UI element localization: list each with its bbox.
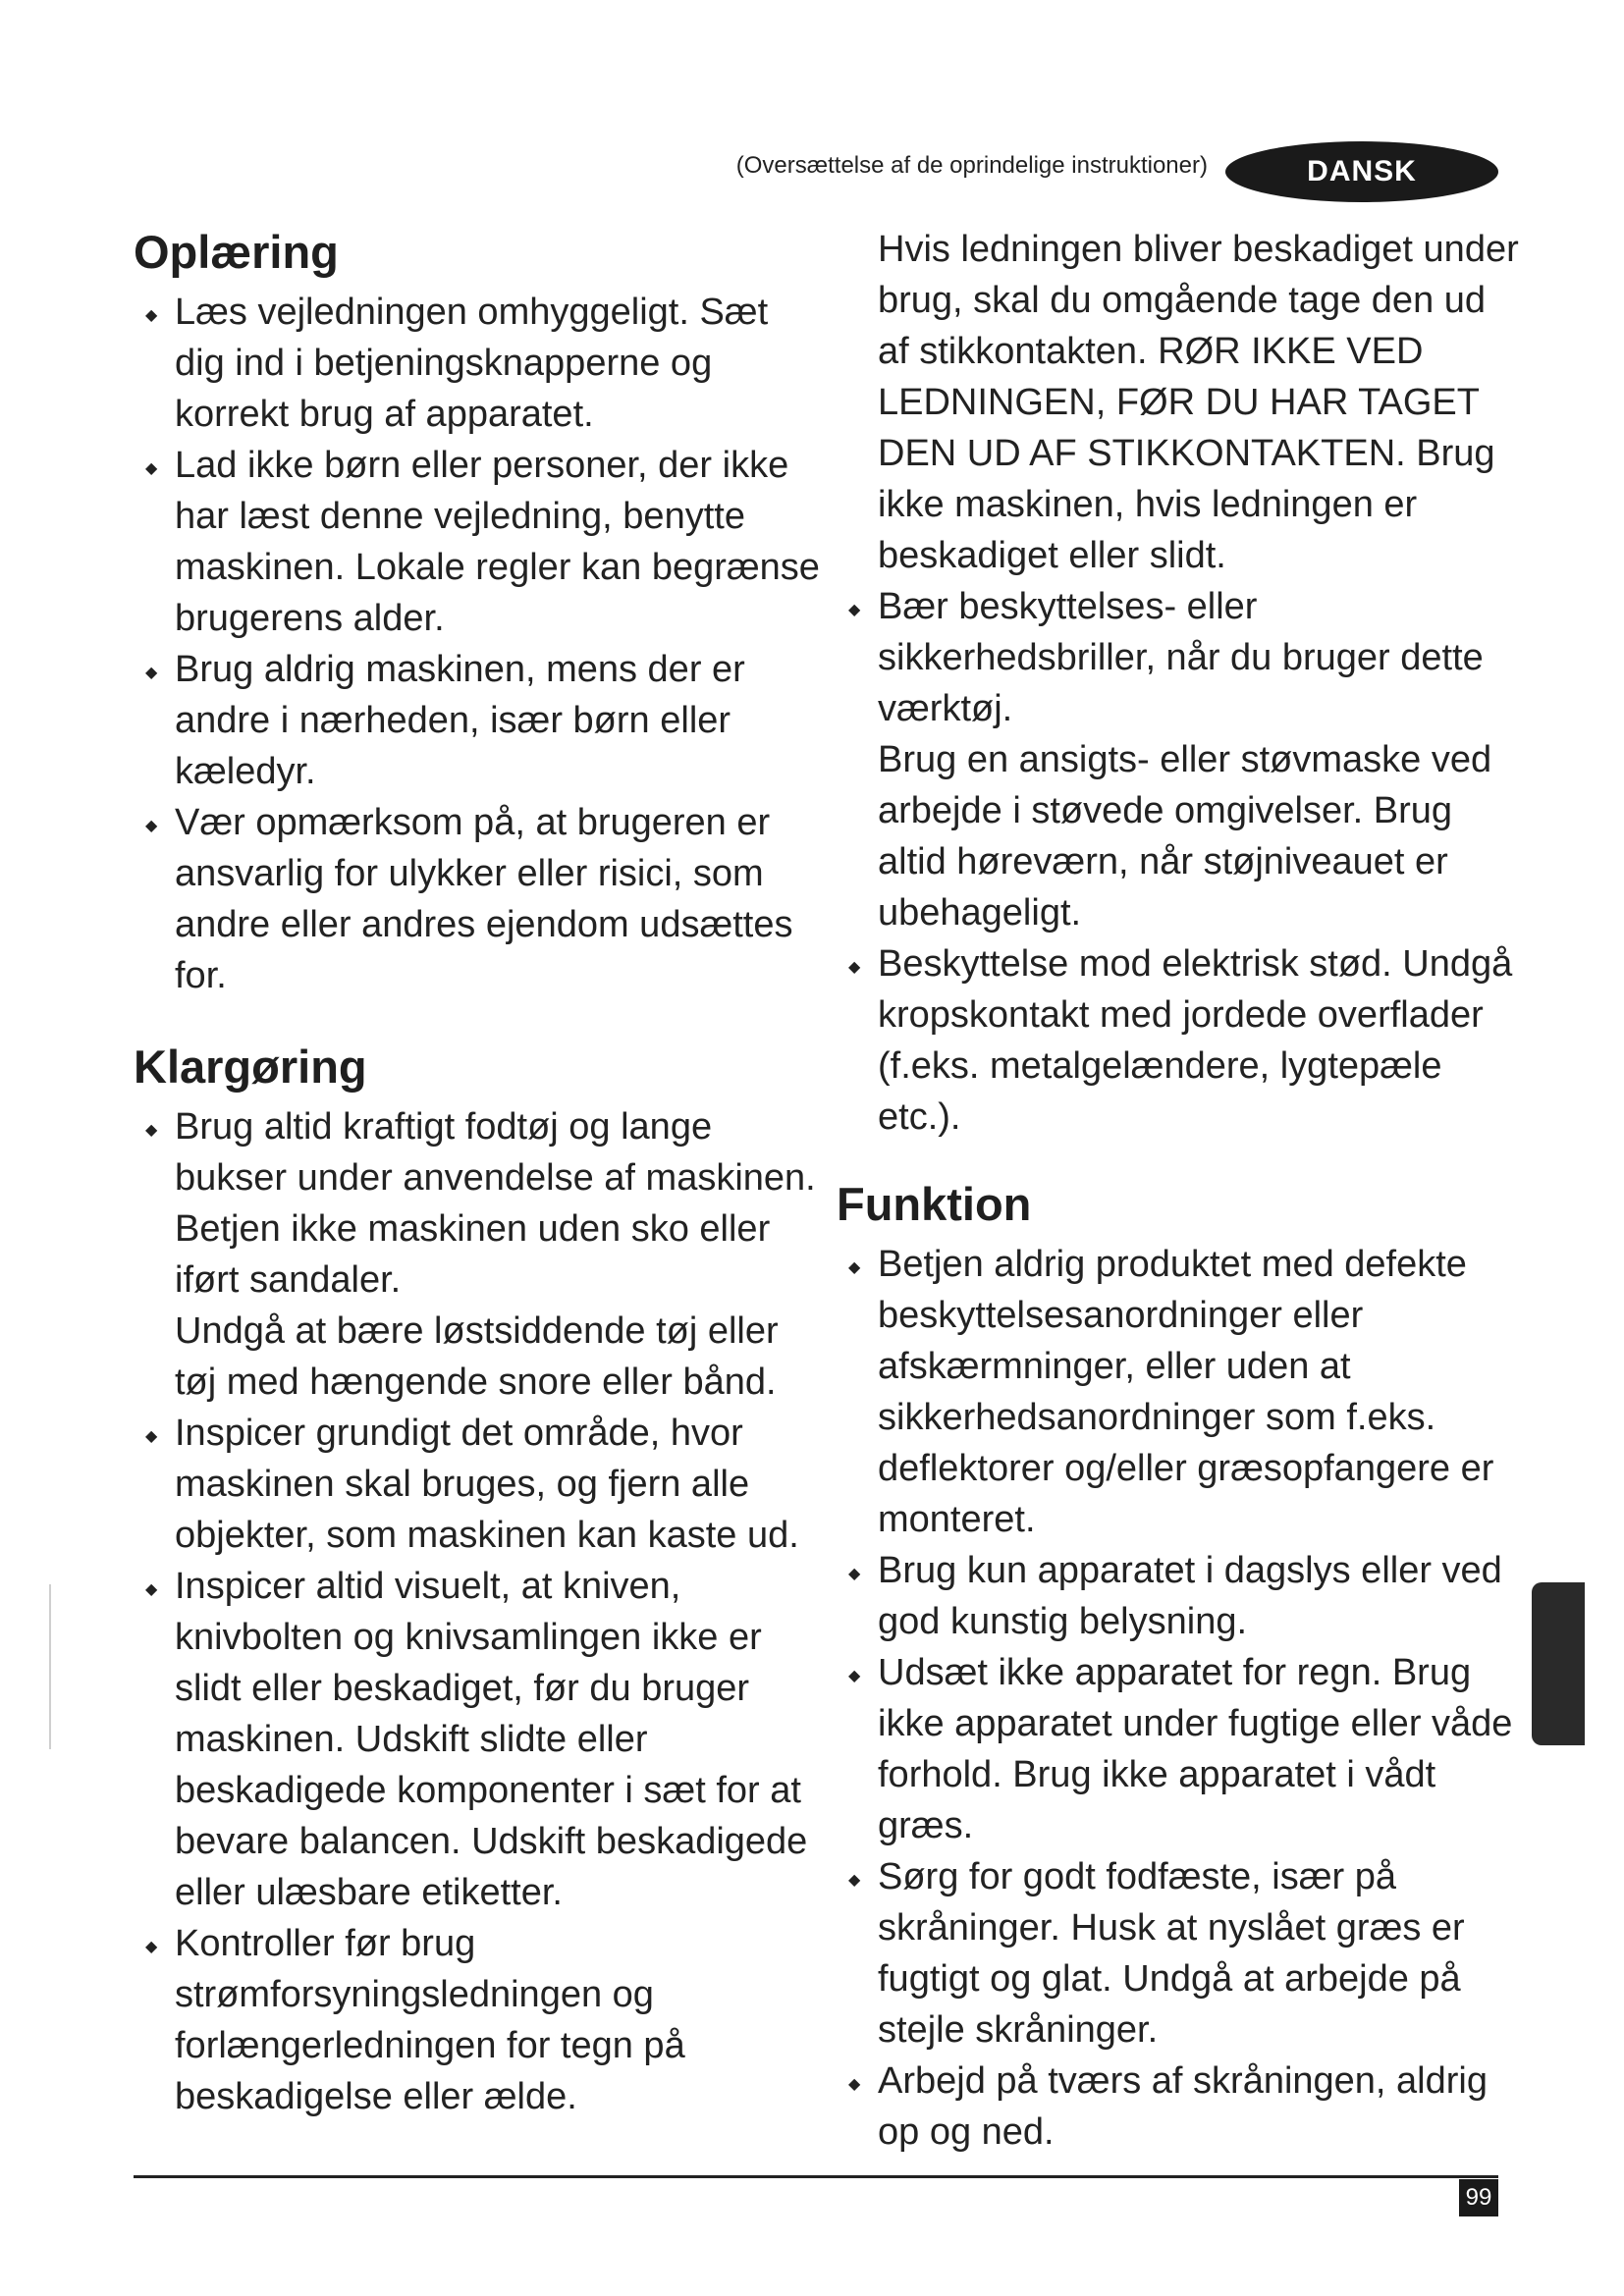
klargoering-list xyxy=(134,1101,821,2122)
continued-list xyxy=(837,224,1524,1143)
margin-line xyxy=(49,1584,51,1749)
section-heading-klargoering: Klargøring xyxy=(134,1041,367,1093)
list-item: ◆ Lad ikke børn eller personer, der ikke har læst denne vejledning, benytte maskinen. Lokale regler kan begrænse brugerens alder. xyxy=(134,440,821,644)
list-item: ◆ Læs vejledningen omhyggeligt. Sæt dig ind i betjeningsknapperne og korrekt brug af apparatet. xyxy=(134,287,821,440)
header-subtitle: (Oversættelse af de oprindelige instruktioner) xyxy=(735,152,1208,179)
section-heading-oplaering: Oplæring xyxy=(134,226,339,278)
section-heading-funktion: Funktion xyxy=(837,1178,1032,1230)
list-item: ◆ Bær beskyttelses- eller sikkerhedsbriller, når du bruger dette værktøj. xyxy=(837,581,1524,734)
left-column xyxy=(134,224,821,2122)
list-item: ◆ Inspicer grundigt det område, hvor maskinen skal bruges, og fjern alle objekter, som maskinen kan kaste ud. xyxy=(134,1408,821,1561)
list-item: Hvis ledningen bliver beskadiget under brug, skal du omgående tage den ud af stikkontakten. RØR IKKE VED LEDNINGEN, FØR DU HAR TAGET DEN UD AF STIKKONTAKTEN. Brug ikke maskinen, hvis ledningen er beskadiget eller slidt. xyxy=(878,229,1519,576)
list-item: ◆ Beskyttelse mod elektrisk stød. Undgå kropskontakt med jordede overflader (f.eks. metalgelændere, lygtepæle etc.). xyxy=(837,938,1524,1143)
list-item: ◆ Vær opmærksom på, at brugeren er ansvarlig for ulykker eller risici, som andre eller andres ejendom udsættes for. xyxy=(134,797,821,1001)
footer-divider xyxy=(134,2175,1498,2178)
section-thumb-tab xyxy=(1532,1582,1585,1745)
list-item: ◆ Inspicer altid visuelt, at kniven, knivbolten og knivsamlingen ikke er slidt eller beskadiget, før du bruger maskinen. Udskift slidte eller beskadigede komponenter i sæt for at bevare balancen. Udskift beskadigede eller ulæsbare etiketter. xyxy=(134,1561,821,1918)
list-item: Brug en ansigts- eller støvmaske ved arbejde i støvede omgivelser. Brug altid høreværn, når støjniveauet er ubehageligt. xyxy=(878,739,1492,934)
list-item: ◆ Brug aldrig maskinen, mens der er andre i nærheden, især børn eller kæledyr. xyxy=(134,644,821,797)
language-badge: DANSK xyxy=(1225,141,1498,202)
list-item: ◆ Brug kun apparatet i dagslys eller ved god kunstig belysning. xyxy=(837,1545,1524,1647)
list-item: ◆ Arbejd på tværs af skråningen, aldrig op og ned. xyxy=(837,2056,1524,2158)
list-item: ◆ Kontroller før brug strømforsyningsledningen og forlængerledningen for tegn på beskadigelse eller ælde. xyxy=(134,1918,821,2122)
list-item: ◆ Udsæt ikke apparatet for regn. Brug ikke apparatet under fugtige eller våde forhold. Brug ikke apparatet i vådt græs. xyxy=(837,1647,1524,1851)
list-item: ◆ Betjen aldrig produktet med defekte beskyttelsesanordninger eller afskærmninger, eller uden at sikkerhedsanordninger som f.eks. deflektorer og/eller græsopfangere er monteret. xyxy=(837,1239,1524,1545)
funktion-list xyxy=(837,1239,1524,2158)
oplaering-list xyxy=(134,287,821,1001)
list-item: Undgå at bære løstsiddende tøj eller tøj med hængende snore eller bånd. xyxy=(175,1310,779,1403)
list-item: ◆ Sørg for godt fodfæste, især på skråninger. Husk at nyslået græs er fugtigt og glat. Undgå at arbejde på stejle skråninger. xyxy=(837,1851,1524,2056)
right-column xyxy=(837,224,1524,2158)
list-item: ◆ Brug altid kraftigt fodtøj og lange bukser under anvendelse af maskinen. Betjen ikke maskinen uden sko eller iført sandaler. xyxy=(134,1101,821,1306)
page-number: 99 xyxy=(1459,2179,1498,2216)
